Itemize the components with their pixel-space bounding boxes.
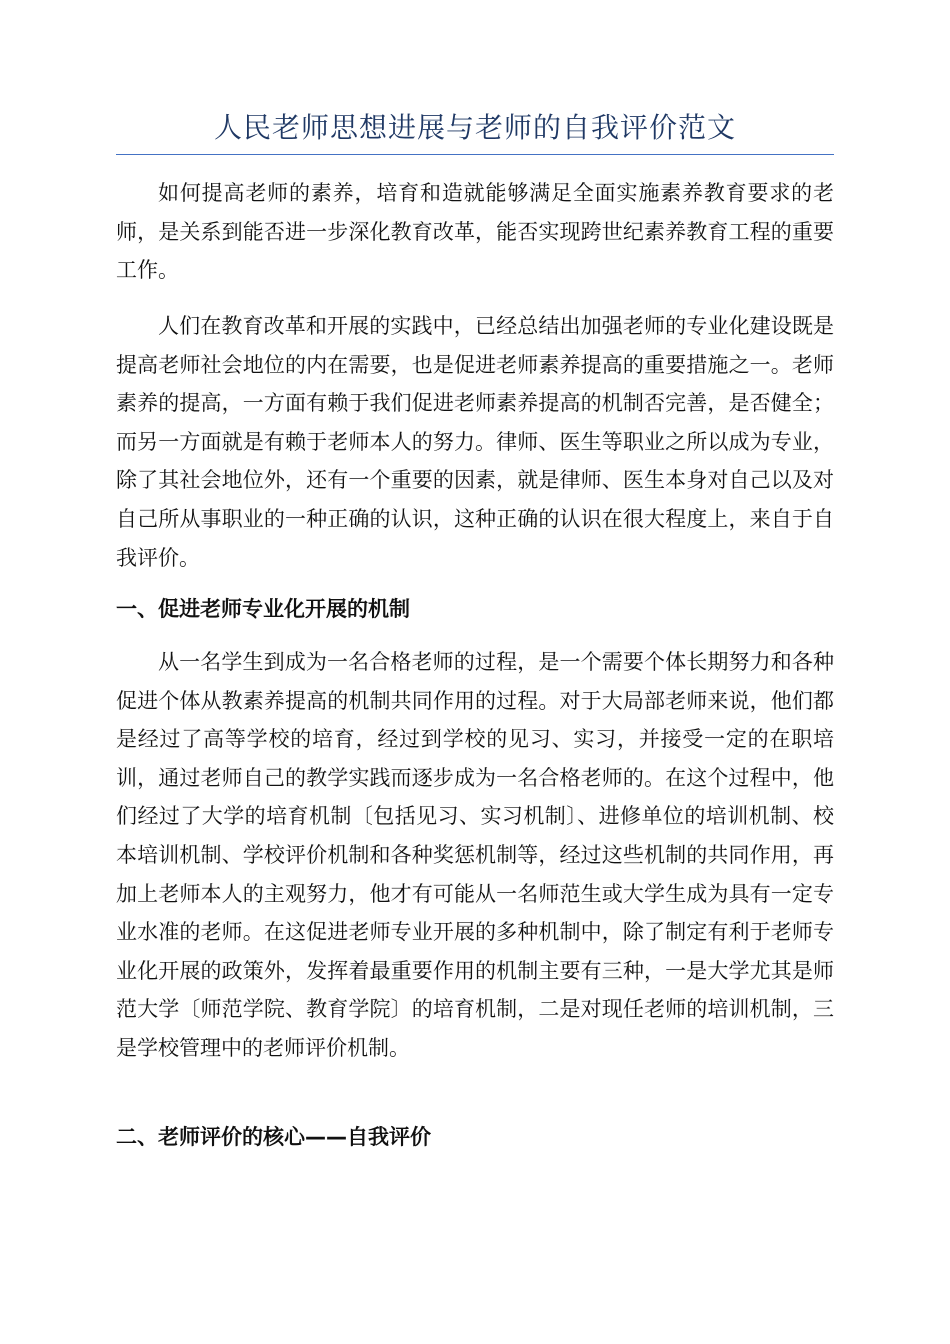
document-title: 人民老师思想进展与老师的自我评价范文: [213, 111, 736, 144]
paragraph-mechanism: 从一名学生到成为一名合格老师的过程，是一个需要个体长期努力和各种促进个体从教素养提高的机制共同作用的过程。对于大局部老师来说，他们都是经过了高等学校的培育，经过到学校的见习、实习，并接受一定的在职培训，通过老师自己的教学实践而逐步成为一名合格老师的。在这个过程中，他们经过了大学的培育机制〔包括见习、实习机制〕、进修单位的培训机制、校本培训机制、学校评价机制和各种奖惩机制等，经过这些机制的共同作用，再加上老师本人的主观努力，他才有可能从一名师范生或大学生成为具有一定专业水准的老师。在这促进老师专业开展的多种机制中，除了制定有利于老师专业化开展的政策外，发挥着最重要作用的机制主要有三种，一是大学尤其是师范大学〔师范学院、教育学院〕的培育机制，二是对现任老师的培训机制，三是学校管理中的老师评价机制。: [116, 650, 834, 1060]
section-heading-mechanism: 一、促进老师专业化开展的机制: [116, 597, 410, 621]
paragraph-intro: 如何提高老师的素养，培育和造就能够满足全面实施素养教育要求的老师，是关系到能否进一步深化教育改革，能否实现跨世纪素养教育工程的重要工作。: [116, 181, 834, 283]
title-underline: [116, 154, 834, 155]
section-heading-self-evaluation: 二、老师评价的核心——自我评价: [116, 1125, 431, 1149]
paragraph-professionalization: 人们在教育改革和开展的实践中，已经总结出加强老师的专业化建设既是提高老师社会地位的内在需要，也是促进老师素养提高的重要措施之一。老师素养的提高，一方面有赖于我们促进老师素养提高的机制否完善，是否健全；而另一方面就是有赖于老师本人的努力。律师、医生等职业之所以成为专业，除了其社会地位外，还有一个重要的因素，就是律师、医生本身对自己以及对自己所从事职业的一种正确的认识，这种正确的认识在很大程度上，来自于自我评价。: [116, 314, 834, 570]
